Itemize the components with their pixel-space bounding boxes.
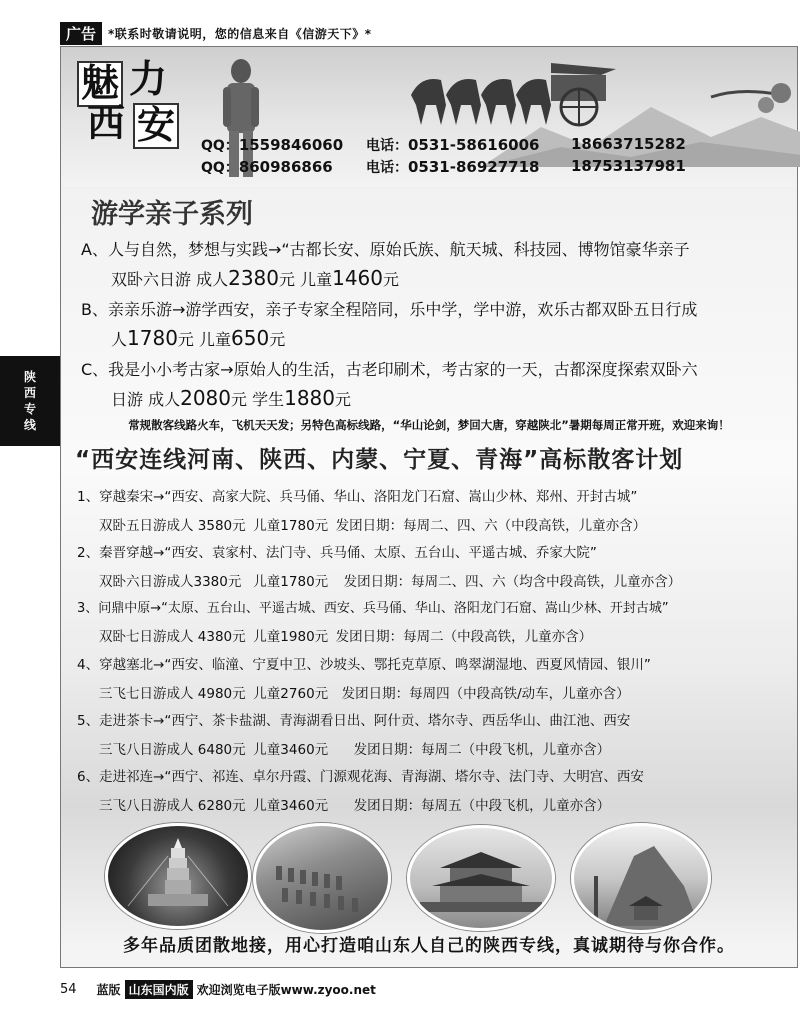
adult-price: 2380 [228,266,279,290]
price-unit: 元 儿童 [279,270,333,289]
route-duration-price: 双卧七日游成人 4380元 [99,629,246,645]
child-price: 1460 [332,266,383,290]
package-a [81,235,741,294]
pagoda-night-photo [105,823,251,929]
route-desc: 1、穿越秦宋→“西安、高家大院、兵马俑、华山、洛阳龙门石窟、嵩山少林、郑州、开封古城” [77,489,638,505]
website-link[interactable]: 欢迎浏览电子版www.zyoo.net [196,982,376,997]
package-desc: A、人与自然，梦想与实践→“古都长安、原始氏族、航天城、科技园、博物馆豪华亲子 [81,240,690,259]
section-title-family-study: 游学亲子系列 [91,199,253,230]
tel-number: 0531-86927718 [408,158,540,176]
schedule-notice: 常规散客线路火车，飞机天天发；另特色高标线路，“华山论剑，梦回大唐，穿越陕北”暑期每周正常开班，欢迎来询！ [128,418,730,432]
route-schedule: 发团日期：每周二（中段飞机，儿童亦含） [353,742,611,758]
qq-number: 1559846060 [238,136,344,154]
price-unit: 元 [269,330,286,349]
side-tab-char: 专 [23,402,36,416]
route-schedule: 发团日期：每周二、四、六（均含中段高铁，儿童亦含） [343,574,682,590]
banner [61,47,797,187]
page-number: 54 [60,981,77,997]
route-schedule: 发团日期：每周五（中段飞机，儿童亦含） [353,798,611,814]
route-child-price: 儿童1780元 [253,574,329,590]
page-footer [60,978,376,1000]
route-details [77,682,757,702]
brand-logo [75,56,195,147]
mobile-number: 18753137981 [571,157,686,175]
photo-strip [61,823,797,933]
brand-char: 魅 [77,61,123,107]
price-unit: 元 [383,270,400,289]
route-schedule: 发团日期：每周二（中段高铁，儿童亦含） [335,629,593,645]
route-item [77,541,757,590]
route-schedule: 发团日期：每周四（中段高铁/动车，儿童亦含） [341,686,630,702]
edition-label: 蓝版 [96,982,121,997]
route-item [77,765,757,814]
route-details [77,625,757,645]
price-unit: 元 [335,390,352,409]
side-tab-char: 陕 [23,370,36,384]
child-price: 650 [231,326,270,350]
route-schedule: 发团日期：每周二、四、六（中段高铁，儿童亦含） [335,518,647,534]
ad-tag: 广告 [60,22,102,45]
brand-char: 力 [128,56,167,101]
mountain-pavilion-icon [574,826,708,930]
route-item [77,597,757,645]
route-child-price: 儿童1780元 [253,518,329,534]
route-child-price: 儿童3460元 [253,742,329,758]
route-child-price: 儿童2760元 [253,686,329,702]
brand-char: 西 [86,100,125,145]
route-details [77,570,757,590]
side-tab-char: 西 [23,386,36,400]
package-price [81,264,741,294]
route-duration-price: 三飞七日游成人 4980元 [99,686,246,702]
tel-label: 电话： [366,160,408,176]
route-details [77,514,757,534]
qq-line-1 [201,135,343,155]
slogan: 多年品质团散地接，用心打造咱山东人自己的陕西专线，真诚期待与你合作。 [123,936,735,956]
top-bar [60,22,800,44]
mountain-pavilion-photo [571,823,711,933]
mobile-number: 18663715282 [571,135,686,153]
side-tab-char: 线 [23,418,36,432]
palace-photo [407,825,555,931]
qq-label: QQ： [201,138,239,154]
tel-number: 0531-58616006 [408,136,540,154]
route-item [77,709,757,758]
tel-line-1 [366,135,539,155]
qq-line-2 [201,157,333,177]
package-price [81,384,741,414]
route-duration-price: 双卧六日游成人3380元 [99,574,242,590]
route-desc: 4、穿越塞北→“西安、临潼、宁夏中卫、沙坡头、鄂托克草原、鸣翠湖湿地、西夏风情园、银川” [77,657,651,673]
route-details [77,794,757,814]
route-duration-price: 双卧五日游成人 3580元 [99,518,246,534]
route-child-price: 儿童3460元 [253,798,329,814]
package-desc: B、亲亲乐游→游学西安，亲子专家全程陪同，乐中学，学中游，欢乐古都双卧五日行成 [81,300,698,319]
terracotta-pit-photo [253,823,391,933]
route-duration-price: 三飞八日游成人 6280元 [99,798,246,814]
route-details [77,738,757,758]
tel-line-2 [366,157,539,177]
side-tab-shaanxi [0,356,60,446]
route-desc: 3、问鼎中原→“太原、五台山、平遥古城、西安、兵马俑、华山、洛阳龙门石窟、嵩山少林、开封古城” [77,601,669,616]
section-title-scattered-tours: “西安连线河南、陕西、内蒙、宁夏、青海”高标散客计划 [75,447,684,473]
price-prefix: 日游 成人 [111,390,181,409]
adult-price: 2080 [180,386,231,410]
bronze-chariot-image [401,55,621,130]
price-unit: 元 学生 [231,390,285,409]
route-child-price: 儿童1980元 [253,629,329,645]
package-price [81,324,741,354]
tel-label: 电话： [366,138,408,154]
route-desc: 2、秦晋穿越→“西安、袁家村、法门寺、兵马俑、太原、五台山、平遥古城、乔家大院” [77,545,597,561]
edition-box: 山东国内版 [125,980,193,999]
pagoda-icon [108,826,248,926]
route-item [77,485,757,534]
student-price: 1880 [284,386,335,410]
package-b [81,295,741,354]
price-prefix: 双卧六日游 成人 [111,270,229,289]
route-item [77,653,757,702]
adult-price: 1780 [127,326,178,350]
route-desc: 5、走进茶卡→“西宁、茶卡盐湖、青海湖看日出、阿什贡、塔尔寺、西岳华山、曲江池、西安 [77,713,631,729]
package-c [81,355,741,414]
package-desc: C、我是小小考古家→原始人的生活，古老印刷术，考古家的一天，古都深度探索双卧六 [81,360,698,379]
route-desc: 6、走进祁连→“西宁、祁连、卓尔丹霞、门源观花海、青海湖、塔尔寺、法门寺、大明宫、西安 [77,769,644,785]
warriors-pit-icon [256,826,388,930]
brand-char: 安 [133,103,179,149]
source-note: *联系时敬请说明，您的信息来自《信游天下》* [108,26,372,41]
qq-number: 860986866 [238,158,333,176]
price-unit: 元 儿童 [177,330,232,349]
price-prefix: 人 [111,330,128,349]
ad-frame [60,46,798,968]
palace-icon [410,828,552,928]
qq-label: QQ： [201,160,239,176]
route-duration-price: 三飞八日游成人 6480元 [99,742,246,758]
